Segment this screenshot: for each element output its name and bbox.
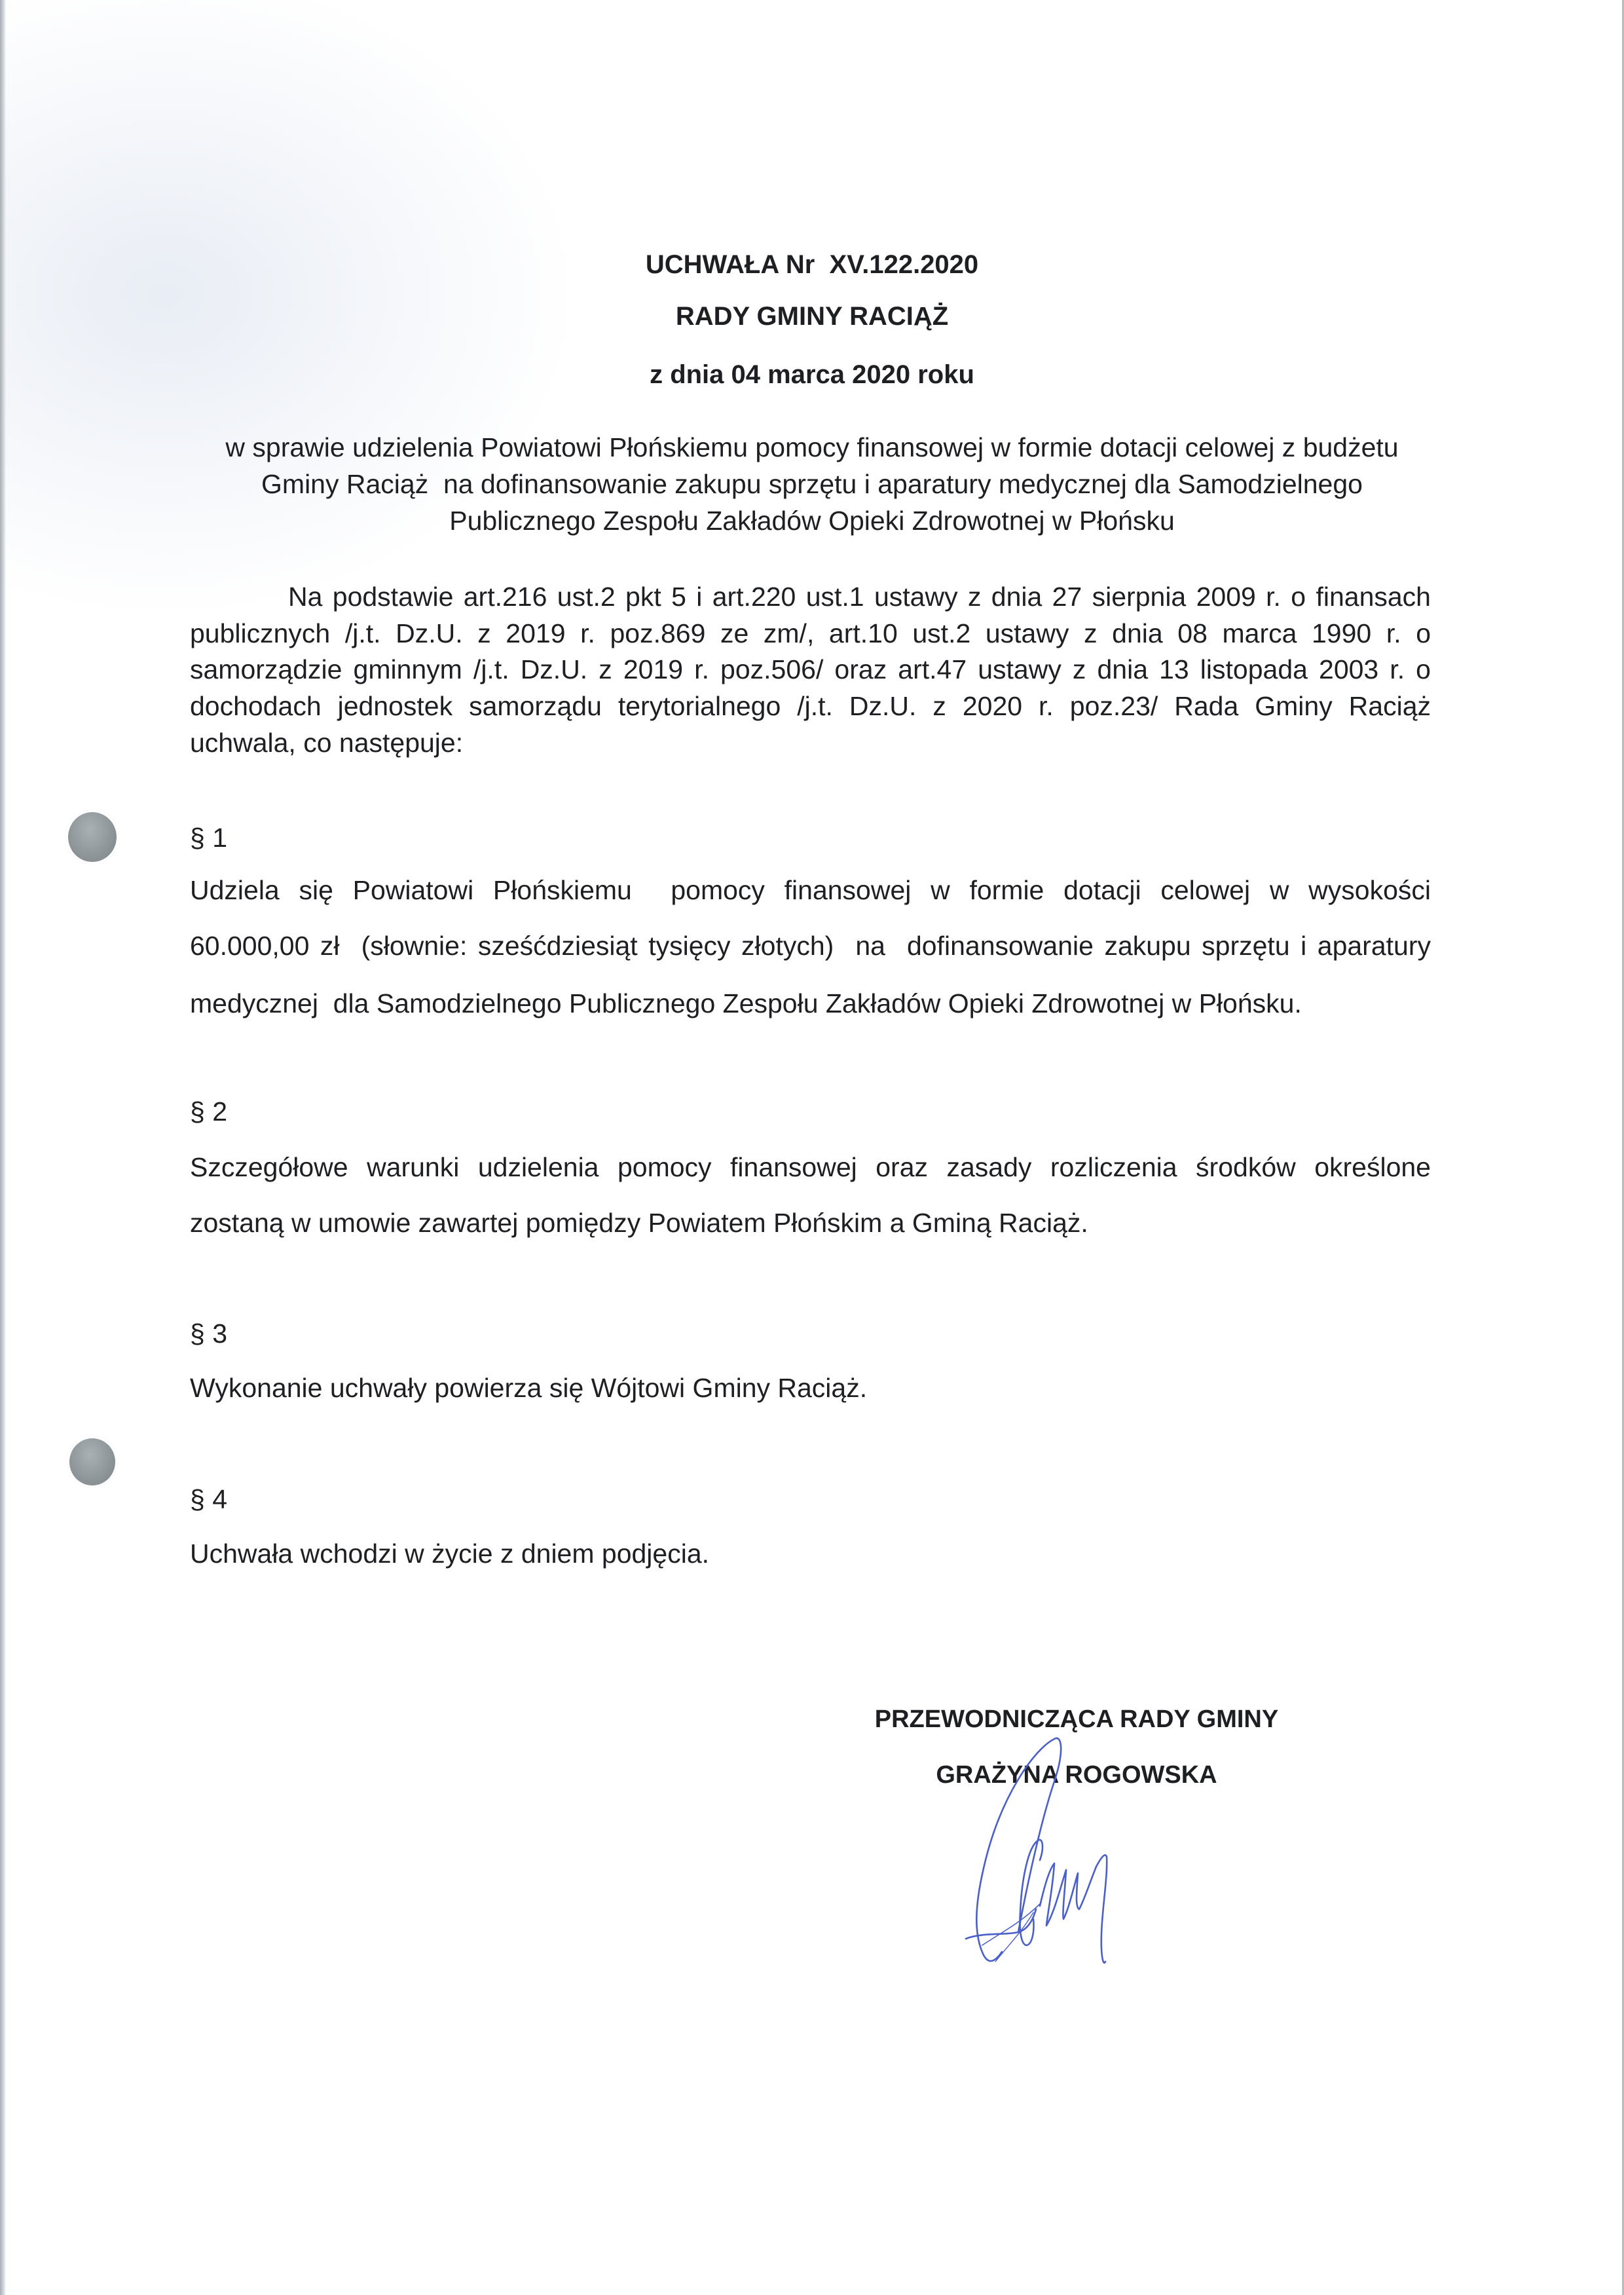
section-1-line: Udziela się Powiatowi Płońskiemu pomocy finansowej w formie dotacji celowej w wysokości [190,875,1431,905]
section-2-line: Szczegółowe warunki udzielenia pomocy finansowej oraz zasady rozliczenia środków określone [190,1152,1431,1182]
punch-hole-icon [68,812,117,862]
subject-line: Gminy Raciąż na dofinansowanie zakupu sprzętu i aparatury medycznej dla Samodzielnego [261,469,1363,499]
signatory-title: PRZEWODNICZĄCA RADY GMINY [874,1706,1279,1733]
preamble-line: publicznych /j.t. Dz.U. z 2019 r. poz.869 ze zm/, art.10 ust.2 ustawy z dnia 08 marca 1990 r. o [190,618,1431,648]
subject-line: w sprawie udzielenia Powiatowi Płońskiemu pomocy finansowej w formie dotacji celowej z budżetu [225,432,1399,462]
resolution-number: UCHWAŁA Nr XV.122.2020 [645,250,979,279]
section-1-number: § 1 [190,823,227,853]
council-name: RADY GMINY RACIĄŻ [675,302,949,331]
section-4-number: § 4 [190,1484,227,1514]
section-2-line: zostaną w umowie zawartej pomiędzy Powiatem Płońskim a Gminą Raciąż. [190,1208,1088,1238]
section-3-line: Wykonanie uchwały powierza się Wójtowi Gminy Raciąż. [190,1373,868,1403]
punch-hole-icon [69,1438,115,1485]
preamble-line: Na podstawie art.216 ust.2 pkt 5 i art.220 ust.1 ustawy z dnia 27 sierpnia 2009 r. o finansach [288,582,1431,612]
preamble-line: uchwala, co następuje: [190,728,464,758]
section-2-number: § 2 [190,1096,227,1127]
section-1-line: medycznej dla Samodzielnego Publicznego Zespołu Zakładów Opieki Zdrowotnej w Płońsku. [190,988,1302,1018]
section-4-line: Uchwała wchodzi w życie z dniem podjęcia. [190,1539,710,1569]
preamble-line: dochodach jednostek samorządu terytorialnego /j.t. Dz.U. z 2020 r. poz.23/ Rada Gminy Raciąż [190,691,1431,721]
subject-line: Publicznego Zespołu Zakładów Opieki Zdrowotnej w Płońsku [449,506,1175,536]
resolution-date: z dnia 04 marca 2020 roku [650,360,974,389]
section-1-line: 60.000,00 zł (słownie: sześćdziesiąt tysięcy złotych) na dofinansowanie zakupu sprzętu i aparatury [190,931,1431,961]
preamble-line: samorządzie gminnym /j.t. Dz.U. z 2019 r. poz.506/ oraz art.47 ustawy z dnia 13 listopada 2003 r. o [190,654,1431,684]
scan-edge-left [0,0,6,2295]
handwritten-signature-icon [956,1736,1153,1985]
section-3-number: § 3 [190,1318,227,1349]
signatory-name: GRAŻYNA ROGOWSKA [936,1761,1217,1789]
